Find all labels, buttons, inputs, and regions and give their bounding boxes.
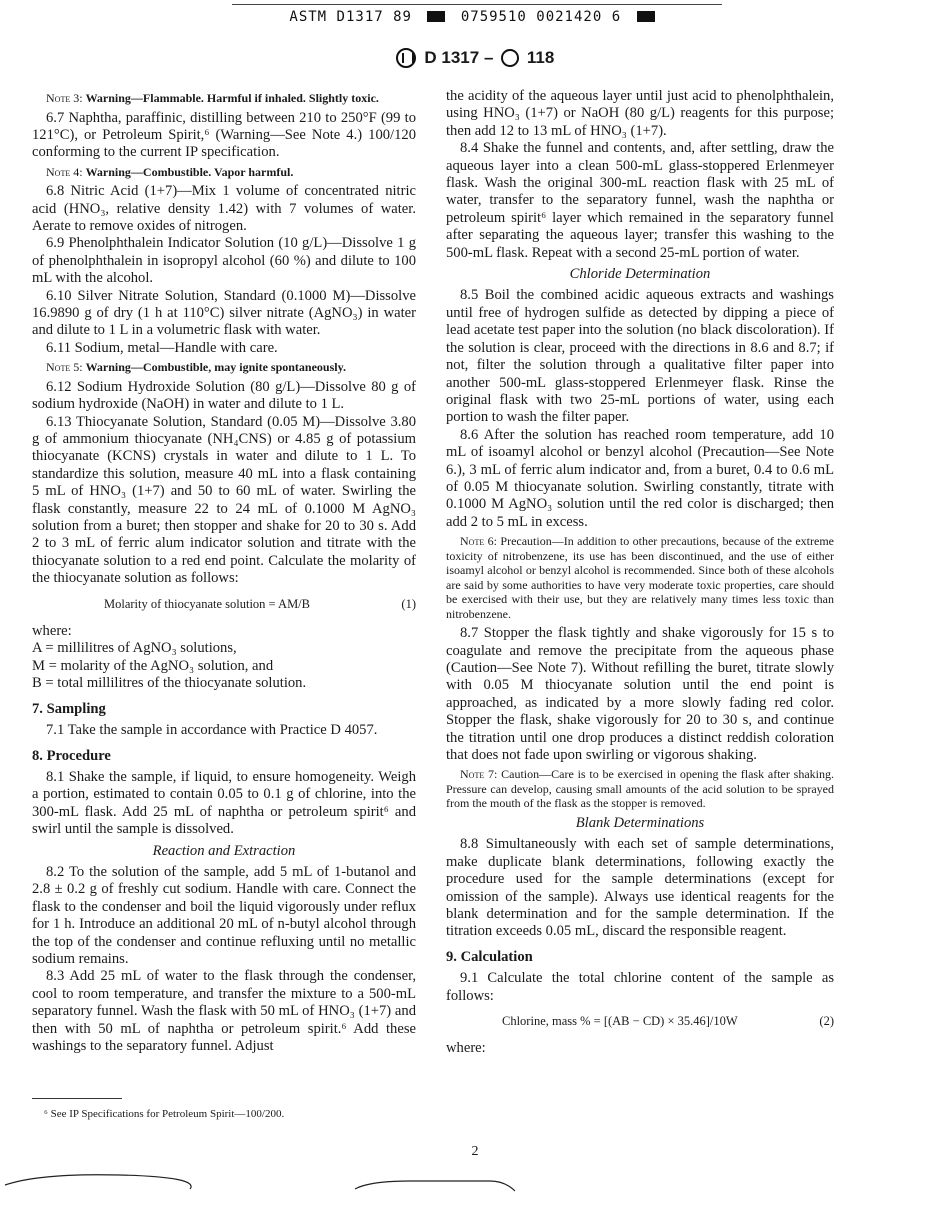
section-9-heading: 9. Calculation (446, 948, 533, 965)
paragraph-8-4: 8.4 Shake the funnel and contents, and, after settling, draw the aqueous layer into a clean 500-mL glass-stoppered Erlenmeyer flask. Wash the original 300-mL reaction flask with 25 mL of water, transfer to the separatory funnel, wash the naphtha or petroleum spirit⁶ layer which remained in the separatory funnel after separating the aqueous layer; transfer this washing to the 500-mL flask. Repeat with a second 25-mL portion of water. (446, 140, 834, 261)
running-head-left: ASTM D1317 89 (289, 9, 412, 25)
paragraph-7-1: 7.1 Take the sample in accordance with Practice D 4057. (46, 722, 378, 739)
definition-b: B = total millilitres of the thiocyanate solution. (32, 675, 307, 692)
paragraph-6-11: 6.11 Sodium, metal—Handle with care. (46, 339, 278, 356)
running-head-code: 0759510 0021420 (460, 9, 603, 25)
equation-1-number: (1) (401, 596, 416, 611)
black-bar-mark (427, 11, 445, 22)
paragraph-6-13: 6.13 Thiocyanate Solution, Standard (0.05 M)—Dissolve 3.80 g of ammonium thiocyanate (NH₄CNS) or 4.85 g of potassium thiocyanate (KCNS) crystals in water and dilute to 1 L. To standardize this solution, measure 40 mL into a flask containing 5 mL of HNO₃ (1+7) and 50 to 60 mL of water. Swirling the flask constantly, measure 22 to 24 mL of 0.1000 M AgNO₃ solution from a buret; then stopper and shake for 20 to 30 s. Add 2 to 3 mL of ferric alum indicator solution and titrate with the thiocyanate solution to a red end point. Calculate the molarity of the thiocyanate solution as follows: (32, 413, 416, 587)
edition-number: 118 (526, 48, 555, 67)
note-5: Note 5: Warning—Combustible, may ignite spontaneously. (46, 360, 346, 375)
paragraph-6-12: 6.12 Sodium Hydroxide Solution (80 g/L)—Dissolve 80 g of sodium hydroxide (NaOH) in water and dilute to 1 L. (32, 378, 416, 413)
standard-header (0, 48, 950, 68)
equation-2 (446, 1013, 834, 1030)
paragraph-6-9: 6.9 Phenolphthalein Indicator Solution (10 g/L)—Dissolve 1 g of phenolphthalein in isopropyl alcohol (60 %) and dilute to 100 mL with the alcohol. (32, 235, 416, 287)
note-3: Note 3: Warning—Flammable. Harmful if inhaled. Slightly toxic. (46, 91, 379, 105)
section-8-heading: 8. Procedure (32, 747, 111, 764)
subheading-reaction: Reaction and Extraction (152, 842, 296, 859)
pen-stroke-mark (0, 1163, 200, 1193)
equation-2-number: (2) (819, 1013, 834, 1028)
section-7-heading: 7. Sampling (32, 700, 106, 717)
paragraph-9-1: 9.1 Calculate the total chlorine content of the sample as follows: (446, 970, 834, 1004)
subheading-chloride: Chloride Determination (569, 266, 711, 283)
definition-m: M = molarity of the AgNO₃ solution, and (32, 657, 274, 674)
pen-stroke-mark (350, 1163, 520, 1193)
designation-dash: – (483, 48, 494, 67)
definition-a: A = millilitres of AgNO₃ solutions, (32, 640, 237, 657)
designation: D 1317 (424, 48, 480, 67)
running-head (0, 9, 950, 25)
paragraph-8-6: 8.6 After the solution has reached room temperature, add 10 mL of isoamyl alcohol or benzyl alcohol (Precaution—See Note 6.), 3 mL of ferric alum indicator and, from a buret, 0.4 to 0.6 mL of 0.05 M thiocyanate solution. Swirling constantly, titrate with 0.1000 M AgNO₃ solution until the red color is discharged; then add 2 to 5 mL in excess. (446, 426, 834, 530)
paragraph-8-7: 8.7 Stopper the flask tightly and shake vigorously for 15 s to coagulate and remove the precipitate from the aqueous phase (Caution—See Note 7). Without refilling the buret, titrate slowly with 0.05 M thiocyanate solution until the end point is approached, as indicated by a more slowly fading red color. Stopper the flask, shake vigorously for 20 to 30 s, and continue the titration until one drop produces a distinct reddish coloration that does not fade upon swirling or vigorous shaking. (446, 625, 834, 763)
where-label-2: where: (446, 1040, 486, 1057)
footnote: ⁶ See IP Specifications for Petroleum Spirit—100/200. (44, 1108, 285, 1120)
subheading-blank: Blank Determinations (575, 814, 705, 831)
equation-1-formula: Molarity of thiocyanate solution = AM/B (104, 596, 310, 611)
paragraph-8-3-continued: the acidity of the aqueous layer until just acid to phenolphthalein, using HNO₃ (1+7) or NaOH (80 g/L) reagents for this purpose; then add 12 to 13 mL of HNO₃ (1+7). (446, 88, 834, 139)
paragraph-8-3: 8.3 Add 25 mL of water to the flask through the condenser, cool to room temperature, and transfer the mixture to a 500-mL separatory funnel. Wash the flask with 50 mL of HNO₃ (1+7) and then with 50 mL of naphtha or petroleum spirit.⁶ Add these washings to the separatory funnel. Adjust (32, 968, 416, 1054)
paragraph-6-10: 6.10 Silver Nitrate Solution, Standard (0.1000 M)—Dissolve 16.9890 g of dry (1 h at 110°C) silver nitrate (AgNO₃) in water and dilute to 1 L in a volumetric flask with water. (32, 287, 416, 339)
note-7: Note 7: Caution—Care is to be exercised in opening the flask after shaking. Pressure can develop, causing small amounts of the acid solution to be sprayed from the mouth of the flask as the stopper is removed. (446, 767, 834, 811)
equation-1 (32, 596, 416, 613)
paragraph-8-2: 8.2 To the solution of the sample, add 5 mL of 1-butanol and 2.8 ± 0.2 g of freshly cut sodium. Handle with care. Connect the flask to the condenser and boil the liquid vigorously under reflux for 1 h. Introduce an additional 20 mL of n-butyl alcohol through the top of the condenser and continue refluxing until no metallic sodium remains. (32, 863, 416, 967)
page-number: 2 (471, 1144, 479, 1159)
paragraph-6-7: 6.7 Naphtha, paraffinic, distilling between 210 to 250°F (99 to 121°C), or Petroleum Spirit,⁶ (Warning—See Note 4.) 100/120 conforming to the current IP specification. (32, 109, 416, 161)
footnote-rule (32, 1098, 122, 1099)
ip-logo-icon (501, 49, 519, 67)
note-4: Note 4: Warning—Combustible. Vapor harmful. (46, 164, 294, 179)
equation-2-formula: Chlorine, mass % = [(AB − CD) × 35.46]/10W (502, 1013, 738, 1028)
paragraph-8-5: 8.5 Boil the combined acidic aqueous extracts and washings until free of hydrogen sulfide as detected by dipping a piece of lead acetate test paper into the solution (no black discoloration). If the solution is clear, proceed with the directions in 8.6 and 8.7; if not, filter the solution through a qualitative filter paper into another 500-mL glass-stoppered Erlenmeyer flask. Rinse the original flask with two 25-mL portions of water, using each portion to wash the filter paper. (446, 287, 834, 426)
running-head-suffix: 6 (611, 9, 622, 25)
paragraph-8-1: 8.1 Shake the sample, if liquid, to ensure homogeneity. Weigh a portion, estimated to contain 0.05 to 0.1 g of chlorine, into the 300-mL flask. Add 25 mL of naphtha or petroleum spirit⁶ and swirl until the sample is dissolved. (32, 768, 416, 838)
astm-logo-icon (396, 48, 416, 68)
where-label: where: (32, 623, 72, 640)
left-column (32, 88, 416, 1055)
note-6: Note 6: Precaution—In addition to other precautions, because of the extreme toxicity of nitrobenzene, its use has been discontinued, and the use of either isoamyl alcohol or benzyl alcohol is recommended. Since both of these alcohols are said by some authorities to have very moderate toxic properties, care should be exercised with their use, but they are relatively many times less toxic than nitrobenzene. (446, 534, 834, 621)
top-rule (232, 4, 722, 5)
paragraph-8-8: 8.8 Simultaneously with each set of sample determinations, make duplicate blank determinations, following exactly the procedure used for the sample determinations (except for omission of the sample). Always use identical reagents for the blank determination and for the sample determination. If the titration exceeds 0.05 mL, discard the responsible reagent. (446, 836, 834, 940)
right-column (446, 88, 834, 1058)
black-bar-mark (637, 11, 655, 22)
paragraph-6-8: 6.8 Nitric Acid (1+7)—Mix 1 volume of concentrated nitric acid (HNO₃, relative density 1.42) with 7 volumes of water. Aerate to remove oxides of nitrogen. (32, 183, 416, 235)
